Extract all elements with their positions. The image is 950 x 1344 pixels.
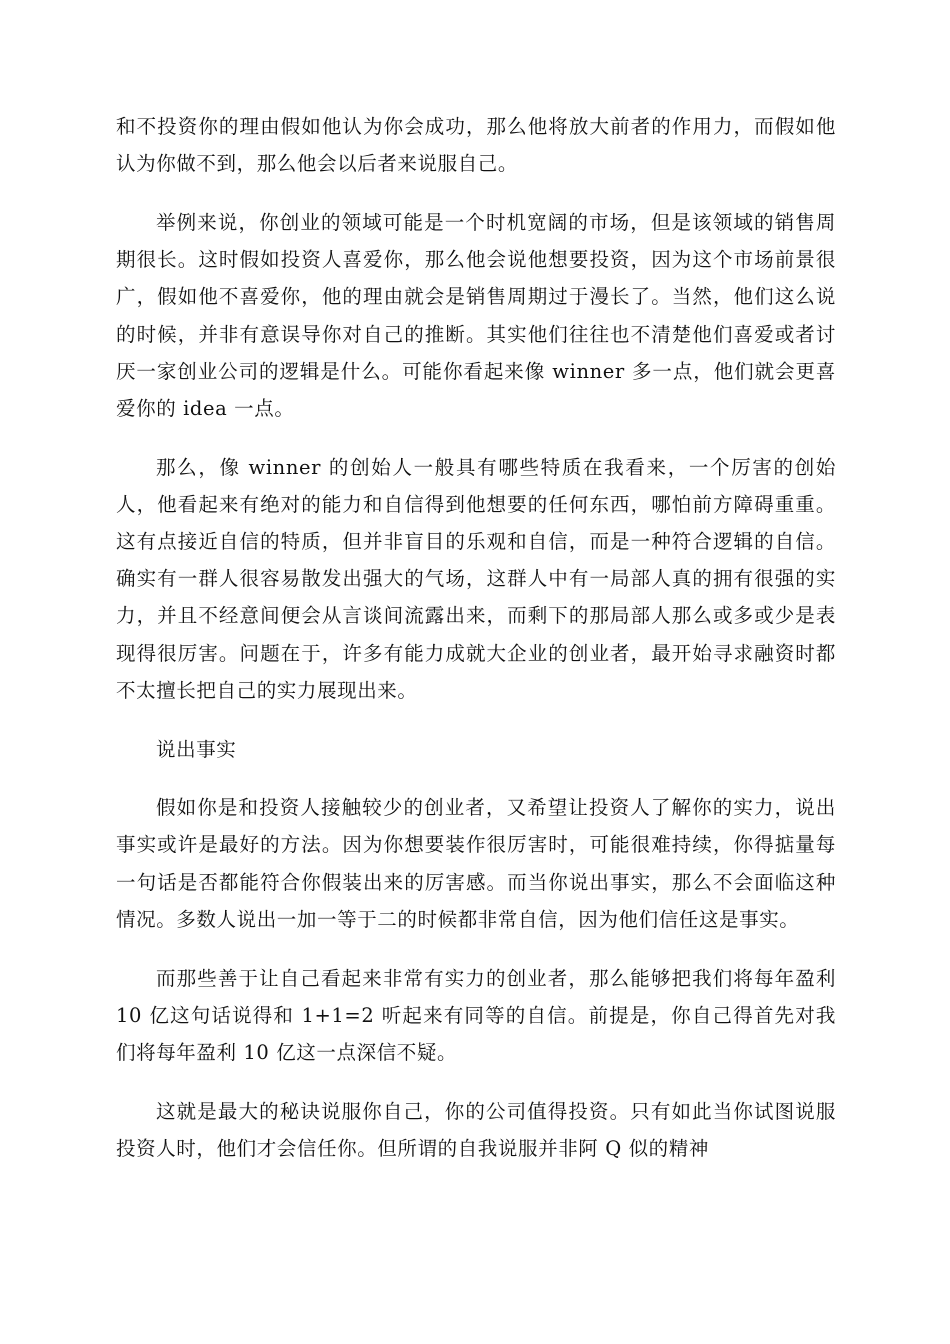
paragraph-secret: 这就是最大的秘诀说服你自己，你的公司值得投资。只有如此当你试图说服投资人时，他们才会信任你。但所谓的自我说服并非阿 Q 似的精神 (116, 1099, 836, 1160)
section-heading: 说出事实 (156, 737, 237, 761)
document-page (116, 108, 836, 1189)
paragraph-example: 举例来说，你创业的领域可能是一个时机宽阔的市场，但是该领域的销售周期很长。这时假如投资人喜爱你，那么他会说他想要投资，因为这个市场前景很广，假如他不喜爱你，他的理由就会是销售周期过于漫长了。当然，他们这么说的时候，并非有意误导你对自己的推断。其实他们往往也不清楚他们喜爱或者讨厌一家创业公司的逻辑是什么。可能你看起来像 winner 多一点，他们就会更喜爱你的 idea 一点。 (116, 210, 836, 420)
paragraph-continuation: 和不投资你的理由假如他认为你会成功，那么他将放大前者的作用力，而假如他认为你做不到，那么他会以后者来说服自己。 (116, 115, 836, 176)
paragraph-confident-founders: 而那些善于让自己看起来非常有实力的创业者，那么能够把我们将每年盈利 10 亿这句话说得和 1+1=2 听起来有同等的自信。前提是，你自己得首先对我们将每年盈利 10 亿这一点深信不疑。 (116, 966, 836, 1064)
paragraph-tell-facts: 假如你是和投资人接触较少的创业者，又希望让投资人了解你的实力，说出事实或许是最好的方法。因为你想要装作很厉害时，可能很难持续，你得掂量每一句话是否都能符合你假装出来的厉害感。而当你说出事实，那么不会面临这种情况。多数人说出一加一等于二的时候都非常自信，因为他们信任这是事实。 (116, 796, 836, 931)
paragraph-founder-traits: 那么，像 winner 的创始人一般具有哪些特质在我看来，一个厉害的创始人，他看起来有绝对的能力和自信得到他想要的任何东西，哪怕前方障碍重重。这有点接近自信的特质，但并非盲目的乐观和自信，而是一种符合逻辑的自信。确实有一群人很容易散发出强大的气场，这群人中有一局部人真的拥有很强的实力，并且不经意间便会从言谈间流露出来，而剩下的那局部人那么或多或少是表现得很厉害。问题在于，许多有能力成就大企业的创业者，最开始寻求融资时都不太擅长把自己的实力展现出来。 (116, 455, 836, 702)
